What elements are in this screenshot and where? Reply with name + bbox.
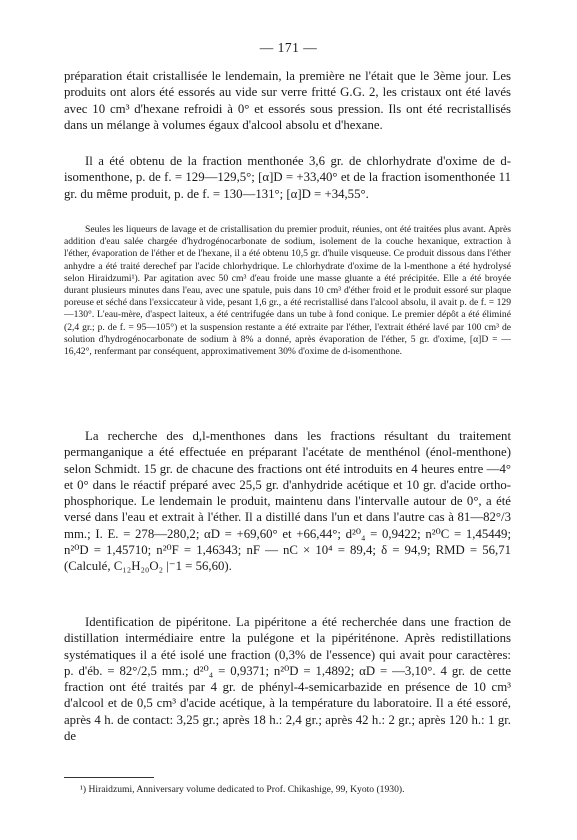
paragraph-small-print: Seules les liqueurs de lavage et de cristallisation du premier produit, réunies, ont été traitées plus avant. Après addition d'eau salée chargée d'hydrogénocarbonate de sodium, isolement de la couche hexanique, extraction à l'éther, évaporation de l'éther et de l'hexane, il a été obtenu 10,5 gr. d'huile visqueuse. Ce produit dissous dans l'éther anhydre a été traité derechef par l'acide chlorhydrique. Le chlorhydrate d'oxime de la l-menthone a été hydrolysé selon Hiraidzumi¹). Par agitation avec 50 cm³ d'eau froide une masse gluante a été précipitée. Elle a été broyée durant plusieurs minutes dans l'eau, avec une spatule, puis dans 10 cm³ d'éther froid et le produit essoré sur plaque poreuse et séché dans l'exsiccateur à vide, pesant 1,6 gr., a été recristallisé dans l'alcool absolu, il avait p. de f. = 129—130°. L'eau-mère, d'aspect laiteux, a été centrifugée dans un tube à fond conique. Le premier dépôt a été éliminé (2,4 gr.; p. de f. = 95—105°) et la suspension restante a été extraite par l'éther, l'extrait éthéré lavé par 100 cm³ de solution d'hydrogénocarbonate de sodium à 8% a donné, après évaporation de l'éther, 5 gr. d'oxime, [α]D = —16,42°, renfermant par conséquent, approximativement 30% d'oxime de d-isomenthone. [64, 224, 511, 358]
paragraph-4: Identification de pipéritone. La pipéritone a été recherchée dans une fraction de distillation intermédiaire entre la pulégone et la pipériténone. Après redistillations systématiques il a été isolé une fraction (0,3% de l'essence) qui avait pour caractères: p. d'éb. = 82°/2,5 mm.; d²⁰₄ = 0,9371; n²⁰D = 1,4892; αD = —3,10°. 4 gr. de cette fraction ont été traités par 4 gr. de phényl-4-semicarbazide en présence de 10 cm³ d'alcool et de 0,5 cm³ d'acide acétique, à la température du laboratoire. Il a été essoré, après 4 h. de contact: 3,25 gr.; après 18 h.: 2,4 gr.; après 42 h.: 2 gr.; après 120 h.: 1 gr. de [64, 615, 511, 744]
paragraph-2: Il a été obtenu de la fraction menthonée 3,6 gr. de chlorhydrate d'oxime de d-isomenthone, p. de f. = 129—129,5°; [α]D = +33,40° et de la fraction isomenthonée 11 gr. du même produit, p. de f. = 130—131°; [α]D = +34,55°. [64, 154, 511, 201]
paragraph-3: La recherche des d,l-menthones dans les fractions résultant du traitement permanganique a été effectuée en préparant l'acétate de menthénol (énol-menthone) selon Schmidt. 15 gr. de chacune des fractions ont été introduits en 4 heures entre —4° et 0° dans le réactif préparé avec 25,5 gr. d'anhydride acétique et 10 gr. d'acide ortho-phosphorique. Le lendemain le produit, maintenu dans l'intervalle autour de 0°, a été versé dans l'eau et extrait à l'éther. Il a distillé dans l'un et dans l'autre cas à 81—82°/3 mm.; I. E. = 278—280,2; αD = +69,60° et +66,44°; d²⁰₄ = 0,9422; n²⁰C = 1,45449; n²⁰D = 1,45710; n²⁰F = 1,46343; nF — nC × 10⁴ = 89,4; δ = 94,9; RMD = 56,71 (Calculé, C₁₂H₂₀O₂ |⁻1 = 56,60). [64, 429, 511, 574]
page-number: — 171 — [259, 40, 318, 55]
paragraph-1: préparation était cristallisée le lendemain, la première ne l'était que le 3ème jour. Les produits ont alors été essorés au vide sur verre fritté G.G. 2, les cristaux ont été lavés avec 10 cm³ d'hexane refroidi à 0° et essorés sous pression. Ils ont été recristallisés dans un mélange à volumes égaux d'alcool absolu et d'hexane. [64, 69, 511, 132]
footnote: ¹) Hiraidzumi, Anniversary volume dedicated to Prof. Chikashige, 99, Kyoto (1930). [80, 784, 405, 795]
footnote-rule [64, 777, 154, 778]
